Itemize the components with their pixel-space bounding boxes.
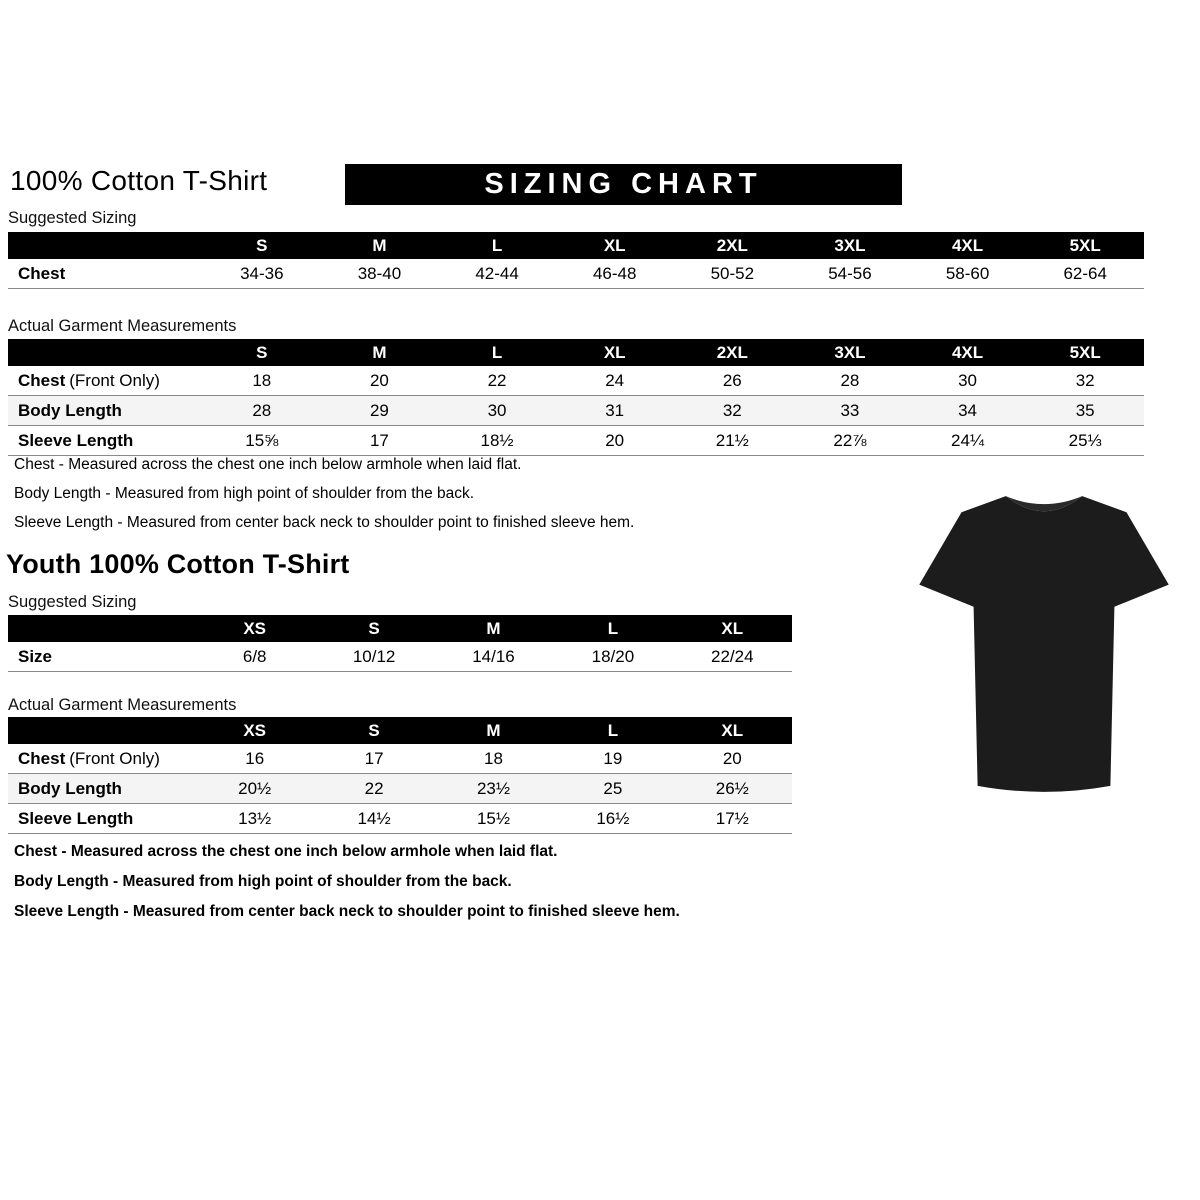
row-label-main: Sleeve Length — [18, 430, 134, 450]
adult-measurement-notes — [14, 456, 634, 543]
size-column-header: 5XL — [1026, 232, 1144, 259]
measurement-cell: 46-48 — [556, 259, 674, 289]
measurement-cell: 58-60 — [909, 259, 1027, 289]
row-label — [8, 774, 195, 804]
table-row — [8, 366, 1144, 396]
note-sleeve-length-definition: Sleeve Length - Measured from center back neck to shoulder point to finished sleeve hem. — [14, 514, 635, 531]
row-label — [8, 804, 195, 834]
size-column-header: M — [434, 717, 553, 744]
measurement-cell: 22/24 — [673, 642, 792, 672]
adult-actual-measurements-label: Actual Garment Measurements — [8, 317, 237, 335]
measurement-cell: 6/8 — [195, 642, 314, 672]
measurement-cell: 22 — [438, 366, 556, 396]
measurement-cell: 25 — [553, 774, 672, 804]
measurement-cell: 28 — [203, 396, 321, 426]
measurement-cell: 34 — [909, 396, 1027, 426]
measurement-cell: 32 — [674, 396, 792, 426]
youth-actual-measurements-label: Actual Garment Measurements — [8, 696, 237, 714]
measurement-cell: 20 — [673, 744, 792, 774]
size-column-header: M — [434, 615, 553, 642]
adult-actual-measurements-table — [8, 339, 1144, 456]
size-column-header: 2XL — [674, 232, 792, 259]
size-column-header: 4XL — [909, 232, 1027, 259]
note-chest-definition: Chest - Measured across the chest one inch below armhole when laid flat. — [14, 843, 558, 860]
measurement-cell: 18 — [434, 744, 553, 774]
measurement-cell: 34-36 — [203, 259, 321, 289]
measurement-cell: 35 — [1026, 396, 1144, 426]
measurement-cell: 14/16 — [434, 642, 553, 672]
measurement-cell: 20 — [556, 426, 674, 456]
row-label — [8, 366, 203, 396]
measurement-cell: 25⅓ — [1026, 426, 1144, 456]
measurement-cell: 16½ — [553, 804, 672, 834]
table-header-corner — [8, 717, 195, 744]
size-column-header: XS — [195, 615, 314, 642]
measurement-cell: 10/12 — [314, 642, 433, 672]
note-chest-definition: Chest - Measured across the chest one inch below armhole when laid flat. — [14, 456, 522, 473]
measurement-cell: 16 — [195, 744, 314, 774]
measurement-cell: 20½ — [195, 774, 314, 804]
size-column-header: XS — [195, 717, 314, 744]
note-body-length-definition: Body Length - Measured from high point of shoulder from the back. — [14, 485, 475, 502]
size-column-header: XL — [556, 339, 674, 366]
size-column-header: XL — [556, 232, 674, 259]
youth-suggested-sizing-table — [8, 615, 792, 672]
measurement-cell: 17 — [314, 744, 433, 774]
youth-suggested-sizing-label: Suggested Sizing — [8, 593, 137, 611]
size-column-header: M — [321, 232, 439, 259]
sizing-chart-banner — [345, 164, 902, 205]
size-column-header: S — [203, 339, 321, 366]
size-column-header: 3XL — [791, 232, 909, 259]
measurement-cell: 42-44 — [438, 259, 556, 289]
size-column-header: 3XL — [791, 339, 909, 366]
table-header-corner — [8, 339, 203, 366]
table-header-row — [8, 717, 792, 744]
size-column-header: L — [553, 717, 672, 744]
table-row — [8, 396, 1144, 426]
tshirt-silhouette — [893, 472, 1195, 816]
table-row — [8, 426, 1144, 456]
measurement-cell: 50-52 — [674, 259, 792, 289]
size-column-header: S — [203, 232, 321, 259]
size-column-header: L — [553, 615, 672, 642]
row-label-main: Chest — [18, 263, 66, 283]
measurement-cell: 31 — [556, 396, 674, 426]
table-row — [8, 744, 792, 774]
youth-actual-measurements-table — [8, 717, 792, 834]
table-row — [8, 259, 1144, 289]
measurement-cell: 24¼ — [909, 426, 1027, 456]
row-label-main: Size — [18, 646, 53, 666]
table-header-row — [8, 339, 1144, 366]
measurement-cell: 54-56 — [791, 259, 909, 289]
youth-section-title: Youth 100% Cotton T-Shirt — [6, 549, 350, 579]
row-label-main: Body Length — [18, 400, 122, 420]
measurement-cell: 13½ — [195, 804, 314, 834]
measurement-cell: 32 — [1026, 366, 1144, 396]
row-label — [8, 259, 203, 289]
size-column-header: 5XL — [1026, 339, 1144, 366]
table-header-row — [8, 232, 1144, 259]
tshirt-image — [893, 472, 1195, 816]
tshirt-body — [919, 496, 1168, 792]
measurement-cell: 18 — [203, 366, 321, 396]
row-label-main: Chest — [18, 748, 66, 768]
table-row — [8, 774, 792, 804]
measurement-cell: 23½ — [434, 774, 553, 804]
measurement-cell: 22⅞ — [791, 426, 909, 456]
measurement-cell: 17 — [321, 426, 439, 456]
adult-suggested-sizing-table — [8, 232, 1144, 289]
measurement-cell: 17½ — [673, 804, 792, 834]
row-label-main: Chest — [18, 370, 66, 390]
measurement-cell: 15⅝ — [203, 426, 321, 456]
size-column-header: 4XL — [909, 339, 1027, 366]
measurement-cell: 33 — [791, 396, 909, 426]
table-row — [8, 804, 792, 834]
measurement-cell: 30 — [909, 366, 1027, 396]
measurement-cell: 30 — [438, 396, 556, 426]
measurement-cell: 18/20 — [553, 642, 672, 672]
size-column-header: L — [438, 339, 556, 366]
measurement-cell: 15½ — [434, 804, 553, 834]
row-label-suffix: (Front Only) — [69, 748, 160, 768]
sizing-chart-banner-label: SIZING CHART — [484, 168, 763, 200]
youth-measurement-notes — [14, 843, 680, 933]
adult-suggested-sizing-label: Suggested Sizing — [8, 209, 137, 227]
measurement-cell: 18½ — [438, 426, 556, 456]
measurement-cell: 14½ — [314, 804, 433, 834]
table-header-corner — [8, 232, 203, 259]
table-row — [8, 642, 792, 672]
size-column-header: M — [321, 339, 439, 366]
size-column-header: 2XL — [674, 339, 792, 366]
size-column-header: XL — [673, 615, 792, 642]
table-header-row — [8, 615, 792, 642]
table-header-corner — [8, 615, 195, 642]
row-label — [8, 642, 195, 672]
measurement-cell: 29 — [321, 396, 439, 426]
row-label-main: Body Length — [18, 778, 122, 798]
size-column-header: L — [438, 232, 556, 259]
note-body-length-definition: Body Length - Measured from high point of shoulder from the back. — [14, 873, 512, 890]
adult-section-title: 100% Cotton T-Shirt — [10, 165, 268, 196]
row-label-suffix: (Front Only) — [69, 370, 160, 390]
size-column-header: S — [314, 717, 433, 744]
measurement-cell: 62-64 — [1026, 259, 1144, 289]
measurement-cell: 19 — [553, 744, 672, 774]
measurement-cell: 22 — [314, 774, 433, 804]
measurement-cell: 24 — [556, 366, 674, 396]
measurement-cell: 26½ — [673, 774, 792, 804]
row-label — [8, 744, 195, 774]
measurement-cell: 28 — [791, 366, 909, 396]
measurement-cell: 38-40 — [321, 259, 439, 289]
measurement-cell: 26 — [674, 366, 792, 396]
row-label — [8, 426, 203, 456]
row-label — [8, 396, 203, 426]
measurement-cell: 21½ — [674, 426, 792, 456]
size-column-header: XL — [673, 717, 792, 744]
note-sleeve-length-definition: Sleeve Length - Measured from center back neck to shoulder point to finished sleeve hem. — [14, 903, 680, 920]
measurement-cell: 20 — [321, 366, 439, 396]
size-column-header: S — [314, 615, 433, 642]
row-label-main: Sleeve Length — [18, 808, 134, 828]
